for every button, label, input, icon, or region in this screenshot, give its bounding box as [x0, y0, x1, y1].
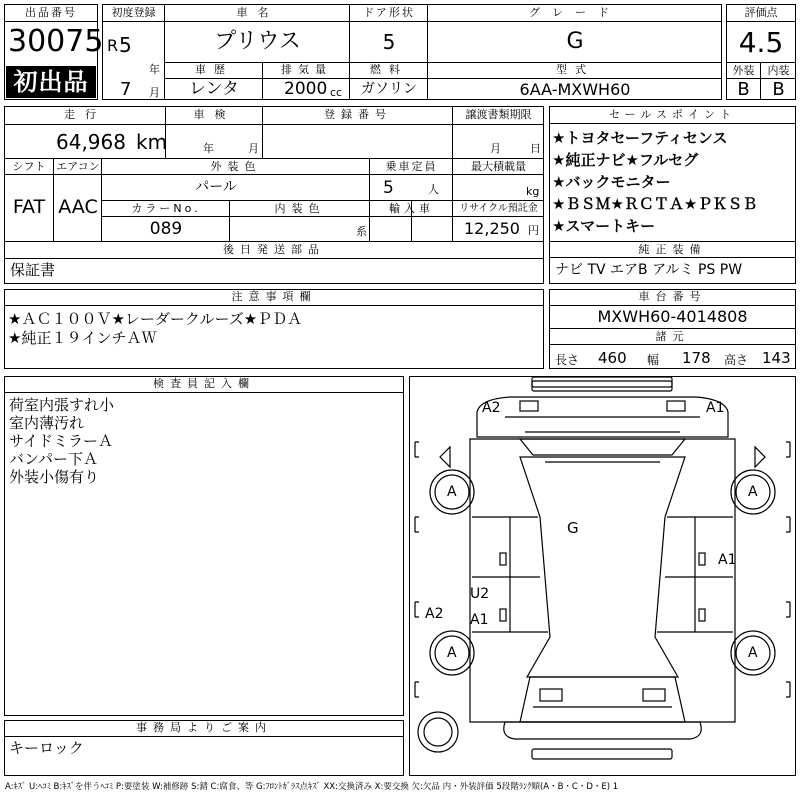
mark-a2-top: A2	[482, 400, 501, 416]
inspection-year-unit: 年	[203, 142, 214, 155]
fuel: ガソリン	[361, 81, 417, 97]
selling-point-3: ★バックモニター	[552, 173, 671, 191]
interior-label: 内装	[767, 64, 790, 77]
maxload-unit: kg	[526, 185, 540, 198]
mark-u2: U2	[470, 586, 490, 602]
dims-label: 諸元	[549, 328, 796, 345]
colorno: 089	[149, 219, 183, 239]
caution-line-2: ★純正１９インチＡＷ	[8, 329, 157, 347]
inspection-month-unit: 月	[248, 142, 259, 155]
length: 460	[598, 349, 627, 367]
info-line-7	[4, 258, 544, 259]
mark-wheel-rear-left: A	[447, 645, 457, 661]
width: 178	[682, 349, 711, 367]
inspector-line-2: 室内薄汚れ	[9, 414, 85, 432]
office-label: 事務局よりご案内	[4, 720, 404, 737]
displacement: 2000	[284, 79, 328, 99]
reg-month-unit: 月	[149, 86, 160, 99]
height: 143	[762, 349, 791, 367]
shift-label: シフト	[12, 160, 46, 173]
grade: G	[566, 29, 584, 54]
history-label: 車歴	[195, 63, 233, 76]
length-label: 長さ	[555, 353, 580, 367]
inspection-label: 車検	[193, 108, 236, 121]
car-outline-diagram	[410, 377, 795, 775]
history: レンタ	[189, 79, 239, 99]
car-name-label: 車名	[236, 6, 279, 19]
chassis-label: 車台番号	[549, 289, 796, 306]
int-color-label: 内装色	[274, 202, 326, 215]
reg-year-unit: 年	[149, 63, 160, 76]
info-v13	[330, 174, 370, 200]
colorno-label: カラーNo.	[131, 202, 201, 215]
selling-point-5: ★スマートキー	[552, 217, 656, 235]
ac-label: エアコン	[56, 160, 100, 173]
inspector-label: 検査員記入欄	[4, 376, 404, 393]
legend: A:ｷｽﾞ U:ﾍｺﾐ B:ｷｽﾞを伴うﾍｺﾐ P:要塗装 W:補修跡 S:錆 C:腐食、等 G:ﾌﾛﾝﾄｶﾞﾗｽ点ｷｽﾞ XX:交換済み X:要交換 欠:欠品 内・外装評価 5段階ﾗﾝｸ順(A・B・C・D・E) 1	[5, 782, 619, 792]
score: 4.5	[738, 26, 784, 59]
inspector-line-3: サイドミラーＡ	[9, 432, 113, 450]
reg-year: 5	[119, 33, 132, 57]
chassis-number: MXWH60-4014808	[597, 307, 748, 326]
int-color-unit: 系	[356, 225, 367, 238]
model: 6AA-MXWH60	[519, 80, 631, 99]
caution-line-1: ★ＡＣ１００Ｖ★レーダークルーズ★ＰＤＡ	[8, 310, 303, 328]
doors: 5	[382, 30, 396, 54]
displacement-unit: cc	[330, 86, 343, 99]
inspector-line-1: 荷室内張すれ小	[9, 396, 115, 414]
mileage-label: 走行	[64, 108, 106, 121]
maxload-label: 最大積載量	[471, 160, 526, 173]
mark-wheel-rear-right: A	[748, 645, 758, 661]
capacity-unit: 人	[428, 183, 439, 196]
score-label: 評価点	[726, 4, 796, 22]
selling-point-2: ★純正ナビ★フルセグ	[552, 151, 699, 169]
ac: AAC	[58, 196, 98, 218]
office-note: キーロック	[9, 739, 84, 757]
mark-left-door-a1: A1	[470, 612, 489, 628]
car-name: プリウス	[214, 29, 301, 54]
exterior-grade: B	[737, 79, 750, 100]
mark-right-door: A1	[718, 552, 737, 568]
era-mark: R	[107, 36, 119, 55]
mark-left-quarter: A2	[425, 606, 444, 622]
ext-color-label: 外装色	[210, 160, 262, 173]
car-diagram	[409, 376, 796, 776]
transfer-label: 譲渡書類期限	[465, 108, 532, 121]
mileage-unit: km	[136, 130, 168, 154]
mark-a1-top: A1	[706, 400, 725, 416]
mark-roof: G	[567, 519, 579, 537]
height-label: 高さ	[724, 353, 749, 367]
transfer-month: 月	[490, 142, 501, 155]
info-v11	[412, 216, 453, 241]
selling-points-label: セールスポイント	[549, 106, 796, 124]
first-listing-badge: 初出品	[6, 66, 96, 98]
recycle: 12,250	[464, 219, 520, 238]
mark-wheel-front-left: A	[447, 484, 457, 500]
width-label: 幅	[647, 353, 660, 367]
mark-wheel-front-right: A	[748, 484, 758, 500]
lot-number: 30075	[8, 24, 104, 59]
later-parts-label: 後日発送部品	[223, 243, 325, 256]
model-label: 型式	[556, 63, 594, 76]
shift: FAT	[12, 196, 46, 218]
import-label: 輸入車	[389, 202, 434, 215]
mileage: 64,968	[56, 130, 126, 154]
selling-point-1: ★トヨタセーフティセンス	[552, 129, 728, 147]
caution-label: 注意事項欄	[4, 289, 544, 306]
lot-label: 出品番号	[4, 4, 98, 22]
exterior-label: 外装	[732, 64, 755, 77]
later-parts: 保証書	[10, 261, 56, 279]
equipment: ナビ TV エアB アルミ PS PW	[555, 262, 743, 278]
capacity: 5	[383, 178, 394, 198]
grade-label: グレード	[529, 6, 621, 19]
recycle-label: リサイクル預託金	[459, 203, 538, 214]
reg-month: 7	[120, 79, 132, 100]
door-label: ドア形状	[363, 6, 415, 19]
fuel-label: 燃料	[370, 63, 408, 76]
ext-color: パール	[195, 179, 237, 195]
interior-grade: B	[772, 79, 785, 100]
equipment-label: 純正装備	[549, 241, 796, 258]
reg-number-label: 登録番号	[324, 108, 392, 121]
displacement-label: 排気量	[281, 63, 332, 76]
recycle-unit: 円	[528, 224, 539, 237]
first-reg-label: 初度登録	[111, 6, 156, 19]
transfer-day: 日	[530, 142, 541, 155]
capacity-label: 乗車定員	[385, 160, 438, 173]
inspector-line-4: バンパー下Ａ	[9, 450, 98, 468]
selling-point-4: ★ＢＳＭ★ＲＣＴＡ★ＰＫＳＢ	[552, 195, 758, 213]
inspector-line-5: 外装小傷有り	[9, 468, 100, 486]
